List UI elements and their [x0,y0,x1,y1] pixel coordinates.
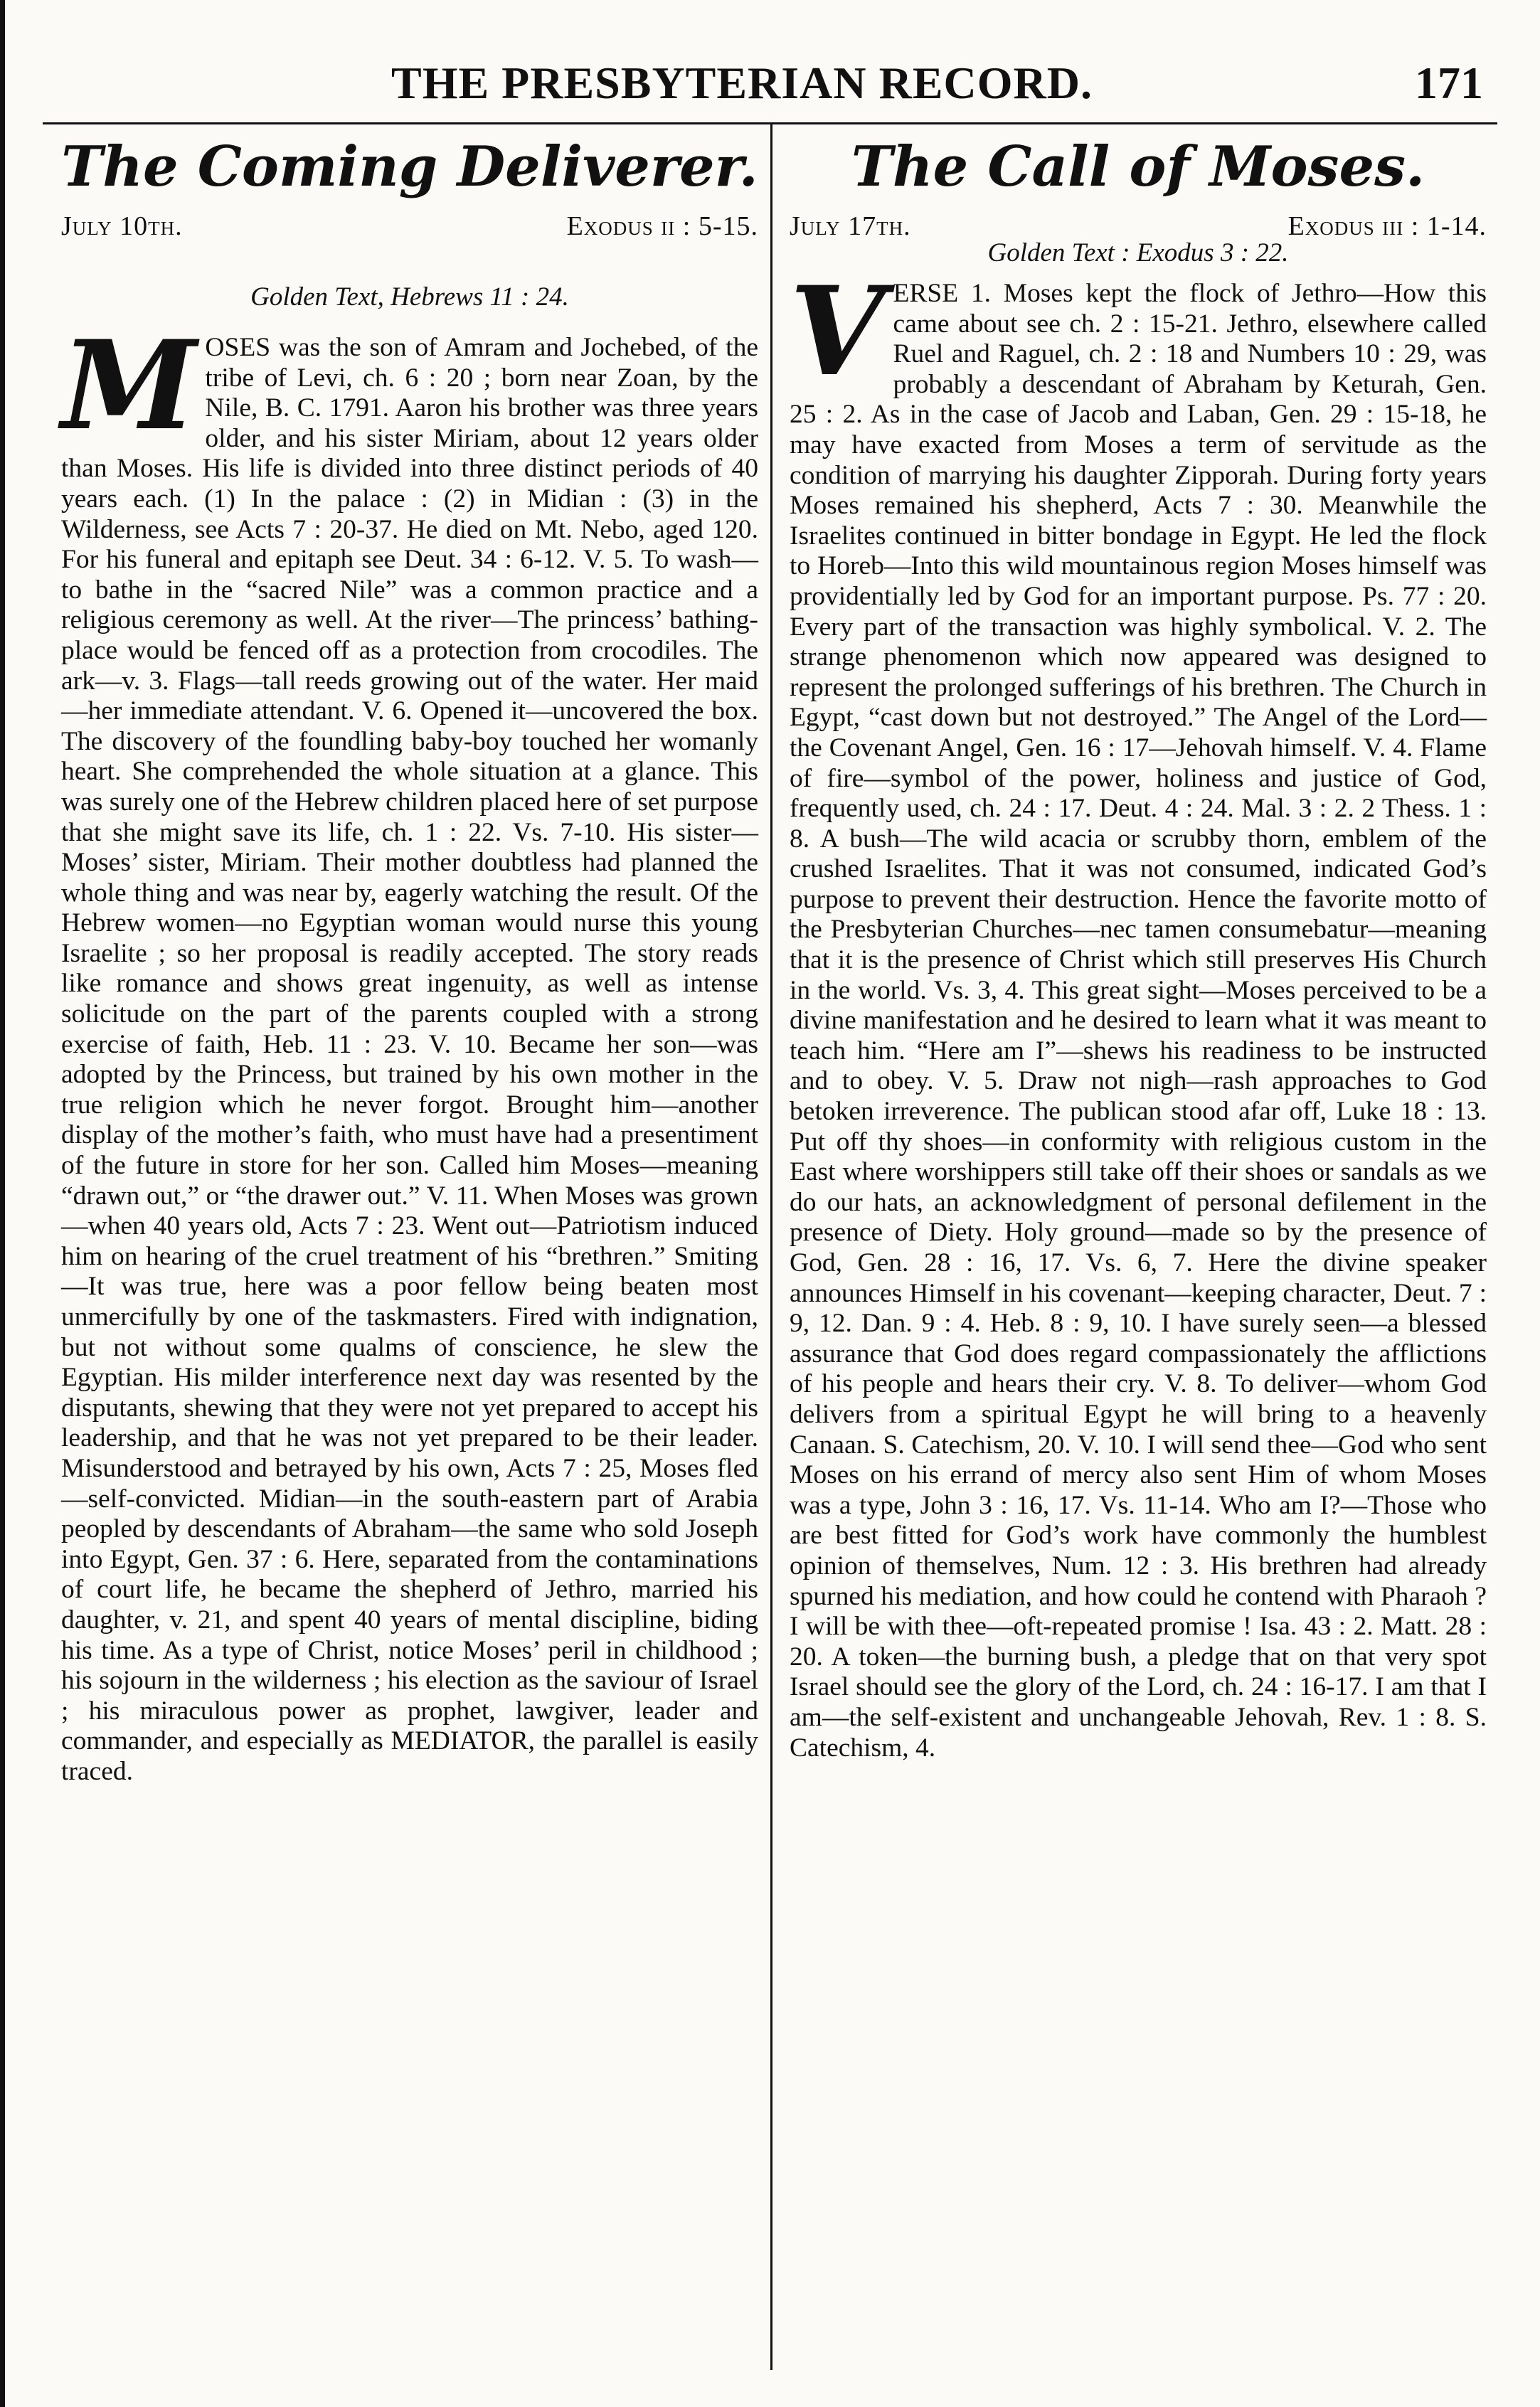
lesson-meta [61,206,758,249]
golden-text: Golden Text : Exodus 3 : 22. [987,238,1289,267]
column-divider [770,122,772,2370]
lesson-meta [790,206,1487,242]
drop-cap: V [790,259,885,403]
lesson-title: The Call of Moses. [851,134,1425,199]
drop-cap: M [61,313,197,457]
lesson-title: The Coming Deliverer. [61,134,758,199]
scripture-reference: Exodus iii : 1-14. [1287,211,1487,241]
page-header [43,44,1497,124]
lesson-column-right [790,135,1487,1763]
running-head: THE PRESBYTERIAN RECORD. [391,58,1093,108]
lesson-column-left [61,135,758,1787]
lesson-date: July 10th. [61,211,183,241]
lesson-body-text: ERSE 1. Moses kept the flock of Jethro—How this came about see ch. 2 : 15-21. Jethro, elsewhere called Ruel and Raguel, ch. 2 : 18 and Numbers 10 : 29, was probably a descendant of Abraham by Keturah, Gen. 25 : 2. As in the case of Jacob and Laban, Gen. 29 : 15-18, he may have exacted from Moses a term of servitude as the condition of marrying his daughter Zipporah. During forty years Moses remained his shepherd, Acts 7 : 30. Meanwhile the Israelites continued in bitter bondage in Egypt. He led the flock to Horeb—Into this wild mountainous region Moses himself was providentially led by God for an important purpose. Ps. 77 : 20. Every part of the transaction was highly symbolical. V. 2. The strange phenomenon which now appeared was designed to represent the prolonged sufferings of his brethren. The Church in Egypt, “cast down but not destroyed.” The Angel of the Lord—the Covenant Angel, Gen. 16 : 17—Jehovah himself. V. 4. Flame of fire—symbol of the power, holiness and justice of God, frequently used, ch. 24 : 17. Deut. 4 : 24. Mal. 3 : 2. 2 Thess. 1 : 8. A bush—The wild acacia or scrubby thorn, emblem of the crushed Israelites. That it was not consumed, indicated God’s purpose to prevent their destruction. Hence the favorite motto of the Presbyterian Churches—nec tamen consumebatur—meaning that it is the presence of Christ which still preserves His Church in the world. Vs. 3, 4. This great sight—Moses perceived to be a divine manifestation and he desired to learn what it was meant to teach him. “Here am I”—shews his readiness to be instructed and to obey. V. 5. Draw not nigh—rash approaches to God betoken irreverence. The publican stood afar off, Luke 18 : 13. Put off thy shoes—in conformity with religious custom in the East where worshippers still take off their shoes or sandals as we do our hats, an acknowledgment of personal defilement in the presence of Diety. Holy ground—made so by the presence of God, Gen. 28 : 16, 17. Vs. 6, 7. Here the divine speaker announces Himself in his covenant—keeping character, Deut. 7 : 9, 12. Dan. 9 : 4. Heb. 8 : 9, 10. I have surely seen—a blessed assurance that God does regard compassionately the afflictions of his people and hears their cry. V. 8. To deliver—whom God delivers from a spiritual Egypt he will bring to a heavenly Canaan. S. Catechism, 20. V. 10. I will send thee—God who sent Moses on his errand of mercy also sent Him of whom Moses was a type, John 3 : 16, 17. Vs. 11-14. Who am I?—Those who are best fitted for God’s work have commonly the humblest opinion of themselves, Num. 12 : 3. His brethren had already spurned his mediation, and how could he contend with Pharaoh ? I will be with thee—oft-repeated promise ! Isa. 43 : 2. Matt. 28 : 20. A token—the burning bush, a pledge that on that very spot Israel should see the glory of the Lord, ch. 24 : 16-17. I am that I am—the self-existent and unchangeable Jehovah, Rev. 1 : 8. S. Catechism, 4. [790,279,1487,1763]
golden-text: Golden Text, Hebrews 11 : 24. [250,282,569,312]
scripture-reference: Exodus ii : 5-15. [566,211,758,241]
lesson-body [790,259,1487,1763]
lesson-body [61,313,758,1787]
lesson-body-text: OSES was the son of Amram and Jochebed, of the tribe of Levi, ch. 6 : 20 ; born near Zoan, by the Nile, B. C. 1791. Aaron his brother was three years older, and his sister Miriam, about 12 years older than Moses. His life is divided into three distinct periods of 40 years each. (1) In the palace : (2) in Midian : (3) in the Wilderness, see Acts 7 : 20-37. He died on Mt. Nebo, aged 120. For his funeral and epitaph see Deut. 34 : 6-12. V. 5. To wash—to bathe in the “sacred Nile” was a common practice and a religious ceremony as well. At the river—The princess’ bathing-place would be fenced off as a protection from crocodiles. The ark—v. 3. Flags—tall reeds growing out of the water. Her maid—her immediate attendant. V. 6. Opened it—uncovered the box. The discovery of the foundling baby-boy touched her womanly heart. She comprehended the whole situation at a glance. This was surely one of the Hebrew children placed here of set purpose that she might save its life, ch. 1 : 22. Vs. 7-10. His sister—Moses’ sister, Miriam. Their mother doubtless had planned the whole thing and was near by, eagerly watching the result. Of the Hebrew women—no Egyptian woman would nurse this young Israelite ; so her proposal is readily accepted. The story reads like romance and shows great ingenuity, as well as intense solicitude on the part of the parents coupled with a strong exercise of faith, Heb. 11 : 23. V. 10. Became her son—was adopted by the Princess, but trained by his own mother in the true religion which he never forgot. Brought him—another display of the mother’s faith, who must have had a presentiment of the future in store for her son. Called him Moses—meaning “drawn out,” or “the drawer out.” V. 11. When Moses was grown—when 40 years old, Acts 7 : 23. Went out—Patriotism induced him on hearing of the cruel treatment of his “brethren.” Smiting—It was true, here was a poor fellow being beaten most unmercifully by one of the taskmasters. Fired with indignation, but not without some qualms of conscience, he slew the Egyptian. His milder interference next day was resented by the disputants, shewing that they were not yet prepared to accept his leadership, and that he was not yet prepared to be their leader. Misunderstood and betrayed by his own, Acts 7 : 25, Moses fled—self-convicted. Midian—in the south-eastern part of Arabia peopled by descendants of Abraham—the same who sold Joseph into Egypt, Gen. 37 : 6. Here, separated from the contaminations of court life, he became the shepherd of Jethro, married his daughter, v. 21, and spent 40 years of mental discipline, biding his time. As a type of Christ, notice Moses’ peril in childhood ; his sojourn in the wilderness ; his election as the saviour of Israel ; his miraculous power as prophet, lawgiver, leader and commander, and especially as MEDIATOR, the parallel is easily traced. [61,333,758,1786]
page-edge-rule [0,0,5,2407]
lesson-date: July 17th. [790,211,911,241]
page-number: 171 [1415,58,1483,108]
